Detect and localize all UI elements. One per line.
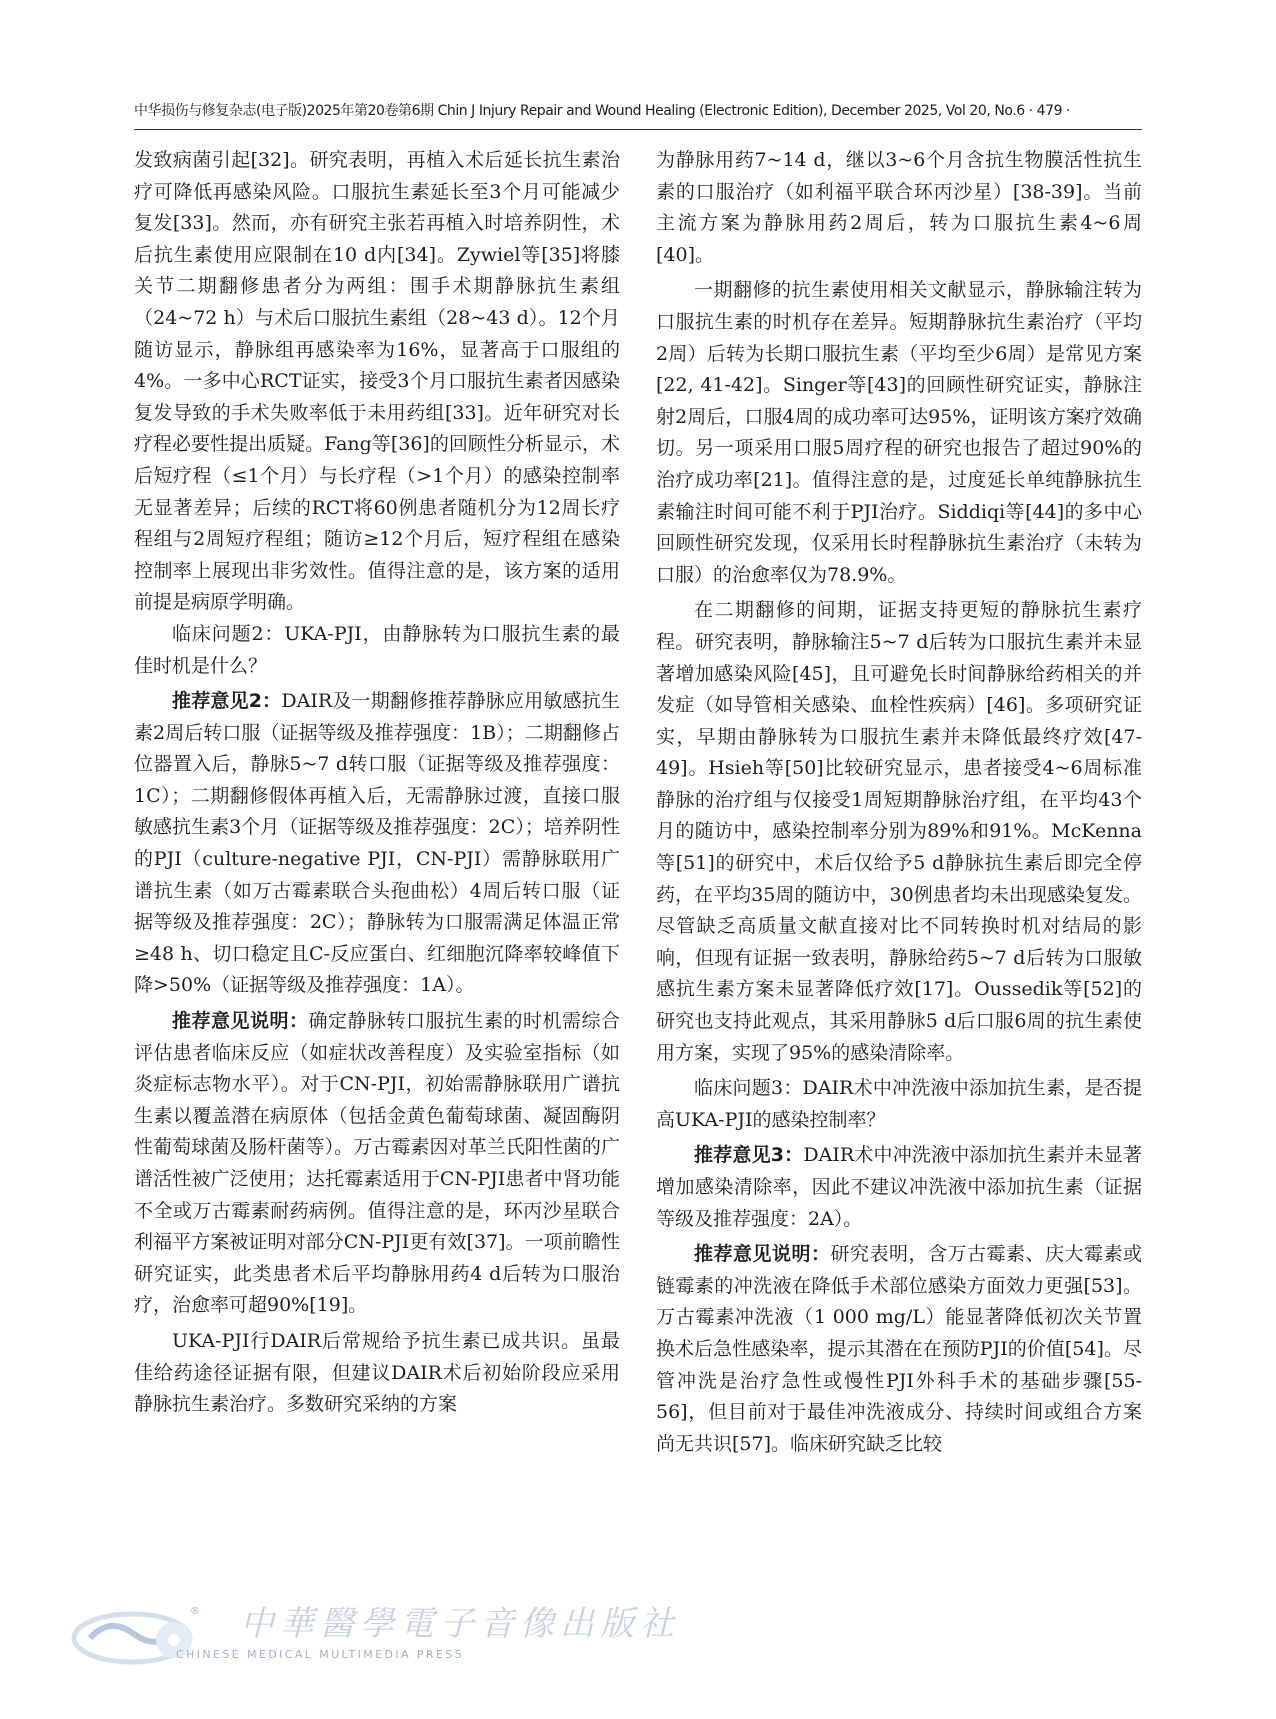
paragraph: UKA-PJI行DAIR后常规给予抗生素已成共识。虽最佳给药途径证据有限，但建议DAIR术后初始阶段应采用静脉抗生素治疗。多数研究采纳的方案 (134, 1329, 620, 1416)
recommendation-label: 推荐意见3： (694, 1144, 804, 1167)
publisher-name-cn: 中華醫學電子音像出版社 (240, 1604, 680, 1644)
paragraph: 发致病菌引起[32]。研究表明，再植入术后延长抗生素治疗可降低再感染风险。口服抗生素延长至3个月可能减少复发[33]。然而，亦有研究主张若再植入时培养阴性，术后抗生素使用应限制在10 d内[34]。Zywiel等[35]将膝关节二期翻修患者分为两组：围手术期静脉抗生素组（24~72 h）与术后口服抗生素组（28~43 d）。12个月随访显示，静脉组再感染率为16%，显著高于口服组的4%。一多中心RCT证实，接受3个月口服抗生素者因感染复发导致的手术失败率低于未用药组[33]。近年研究对长疗程必要性提出质疑。Fang等[36]的回顾性分析显示，术后短疗程（≤1个月）与长疗程（>1个月）的感染控制率无显著差异；后续的RCT将60例患者随机分为12周长疗程组与2周短疗程组；随访≥12个月后，短疗程组在感染控制率上展现出非劣效性。值得注意的是，该方案的适用前提是病原学明确。 (134, 149, 620, 614)
explanation-text: 确定静脉转口服抗生素的时机需综合评估患者临床反应（如症状改善程度）及实验室指标（如炎症标志物水平）。对于CN-PJI，初始需静脉联用广谱抗生素以覆盖潜在病原体（包括金黄色葡萄球菌、凝固酶阴性葡萄球菌及肠杆菌等）。万古霉素因对革兰氏阳性菌的广谱活性被广泛使用；达托霉素适用于CN-PJI患者中肾功能不全或万古霉素耐药病例。值得注意的是，环丙沙星联合利福平方案被证明对部分CN-PJI更有效[37]。一项前瞻性研究证实，此类患者术后平均静脉用药4 d后转为口服治疗，治愈率可超90%[19]。 (134, 1010, 620, 1317)
recommendation-label: 推荐意见2： (172, 690, 282, 713)
recommendation-2 (134, 686, 620, 1002)
header-divider (134, 129, 1142, 130)
paragraph: 在二期翻修的间期，证据支持更短的静脉抗生素疗程。研究表明，静脉输注5~7 d后转为口服抗生素并未显著增加感染风险[45]，且可避免长时间静脉给药相关的并发症（如导管相关感染、血栓性疾病）[46]。多项研究证实，早期由静脉转为口服抗生素并未降低最终疗效[47-49]。Hsieh等[50]比较研究显示，患者接受4~6周标准静脉的治疗组与仅接受1周短期静脉治疗组，在平均43个月的随访中，感染控制率分别为89%和91%。McKenna等[51]的研究中，术后仅给予5 d静脉抗生素后即完全停药，在平均35周的随访中，30例患者均未出现感染复发。尽管缺乏高质量文献直接对比不同转换时机对结局的影响，但现有证据一致表明，静脉给药5~7 d后转为口服敏感抗生素方案未显著降低疗效[17]。Oussedik等[52]的研究也支持此观点，其采用静脉5 d后口服6周的抗生素使用方案，实现了95%的感染清除率。 (656, 599, 1142, 1064)
recommendation-text: DAIR术中冲洗液中添加抗生素并未显著增加感染清除率，因此不建议冲洗液中添加抗生素（证据等级及推荐强度：2A）。 (656, 1144, 1142, 1230)
svg-text:®: ® (190, 1606, 200, 1617)
recommendation-explanation (134, 1006, 620, 1322)
explanation-text: 研究表明，含万古霉素、庆大霉素或链霉素的冲洗液在降低手术部位感染方面效力更强[53]。万古霉素冲洗液（1 000 mg/L）能显著降低初次关节置换术后急性感染率，提示其潜在在预防PJI的价值[54]。尽管冲洗是治疗急性或慢性PJI外科手术的基础步骤[55-56]，但目前对于最佳冲洗液成分、持续时间或组合方案尚无共识[57]。临床研究缺乏比较 (656, 1243, 1142, 1455)
paragraph: 为静脉用药7~14 d，继以3~6个月含抗生物膜活性抗生素的口服治疗（如利福平联合环丙沙星）[38-39]。当前主流方案为静脉用药2周后，转为口服抗生素4~6周[40]。 (656, 149, 1142, 266)
clinical-question-2: 临床问题2：UKA-PJI，由静脉转为口服抗生素的最佳时机是什么？ (134, 622, 620, 677)
paragraph: 一期翻修的抗生素使用相关文献显示，静脉输注转为口服抗生素的时机存在差异。短期静脉抗生素治疗（平均2周）后转为长期口服抗生素（平均至少6周）是常见方案[22, 41-42]。Singer等[43]的回顾性研究证实，静脉注射2周后，口服4周的成功率可达95%，证明该方案疗效确切。另一项采用口服5周疗程的研究也报告了超过90%的治疗成功率[21]。值得注意的是，过度延长单纯静脉抗生素输注时间可能不利于PJI治疗。Siddiqi等[44]的多中心回顾性研究发现，仅采用长时程静脉抗生素治疗（未转为口服）的治愈率仅为78.9%。 (656, 279, 1142, 586)
recommendation-explanation (656, 1239, 1142, 1460)
recommendation-text: DAIR及一期翻修推荐静脉应用敏感抗生素2周后转口服（证据等级及推荐强度：1B）；二期翻修占位器置入后，静脉5~7 d转口服（证据等级及推荐强度：1C）；二期翻修假体再植入后，无需静脉过渡，直接口服敏感抗生素3个月（证据等级及推荐强度：2C）；培养阴性的PJI（culture-negative PJI，CN-PJI）需静脉联用广谱抗生素（如万古霉素联合头孢曲松）4周后转口服（证据等级及推荐强度：2C）；静脉转为口服需满足体温正常≥48 h、切口稳定且C-反应蛋白、红细胞沉降率较峰值下降>50%（证据等级及推荐强度：1A）。 (134, 690, 620, 997)
explanation-label: 推荐意见说明： (694, 1243, 831, 1266)
left-column (134, 145, 620, 1585)
clinical-question-3: 临床问题3：DAIR术中冲洗液中添加抗生素，是否提高UKA-PJI的感染控制率？ (656, 1077, 1142, 1131)
explanation-label: 推荐意见说明： (172, 1010, 309, 1033)
publisher-name-en: CHINESE MEDICAL MULTIMEDIA PRESS (176, 1648, 465, 1661)
running-header: 中华损伤与修复杂志(电子版)2025年第20卷第6期 Chin J Injury Repair and Wound Healing (Electronic Edition), December 2025, Vol 20, No.6 · 479 · (134, 103, 1071, 119)
recommendation-3 (656, 1140, 1142, 1235)
right-column (656, 145, 1142, 1585)
